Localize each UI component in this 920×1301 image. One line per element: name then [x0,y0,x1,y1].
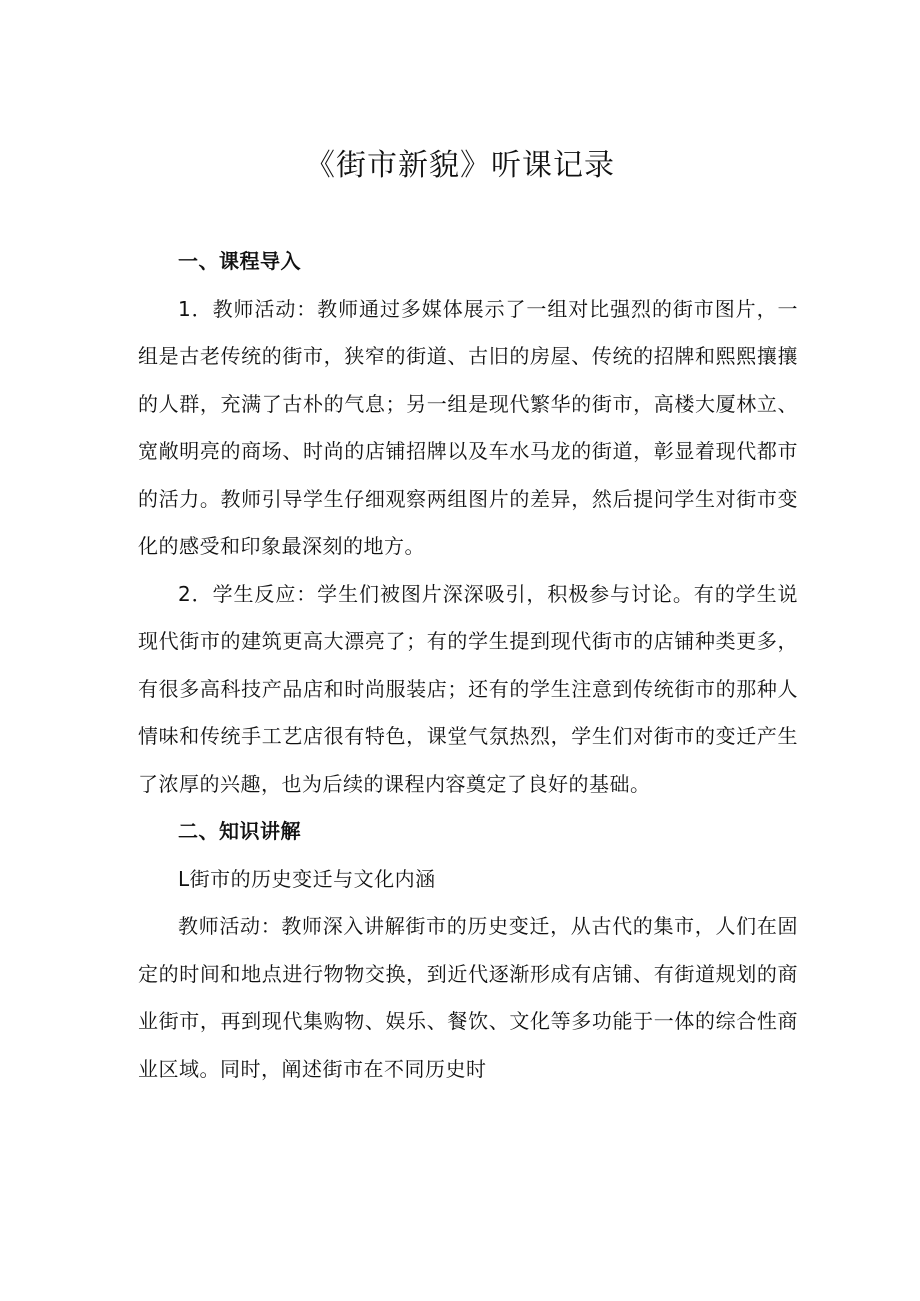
paragraph-teacher-activity: 1．教师活动：教师通过多媒体展示了一组对比强烈的街市图片，一组是古老传统的街市，狭窄的街道、古旧的房屋、传统的招牌和熙熙攘攘的人群，充满了古朴的气息；另一组是现代繁华的街市，高楼大厦林立、宽敞明亮的商场、时尚的店铺招牌以及车水马龙的街道，彰显着现代都市的活力。教师引导学生仔细观察两组图片的差异，然后提问学生对街市变化的感受和印象最深刻的地方。 [138,296,798,558]
paragraph-history-explanation: 教师活动：教师深入讲解街市的历史变迁，从古代的集市，人们在固定的时间和地点进行物物交换，到近代逐渐形成有店铺、有街道规划的商业街市，再到现代集购物、娱乐、餐饮、文化等多功能于一体的综合性商业区域。同时，阐述街市在不同历史时 [138,914,798,1081]
subheading-history: L街市的历史变迁与文化内涵 [178,866,436,891]
document-body [138,238,798,1093]
section-heading-knowledge: 二、知识讲解 [178,819,301,843]
document-title: 《街市新貌》听课记录 [305,148,615,183]
section-heading-intro: 一、课程导入 [178,249,301,273]
paragraph-student-response: 2．学生反应：学生们被图片深深吸引，积极参与讨论。有的学生说现代街市的建筑更高大漂亮了；有的学生提到现代街市的店铺种类更多，有很多高科技产品店和时尚服装店；还有的学生注意到传统街市的那种人情味和传统手工艺店很有特色，课堂气氛热烈，学生们对街市的变迁产生了浓厚的兴趣，也为后续的课程内容奠定了良好的基础。 [138,581,798,796]
